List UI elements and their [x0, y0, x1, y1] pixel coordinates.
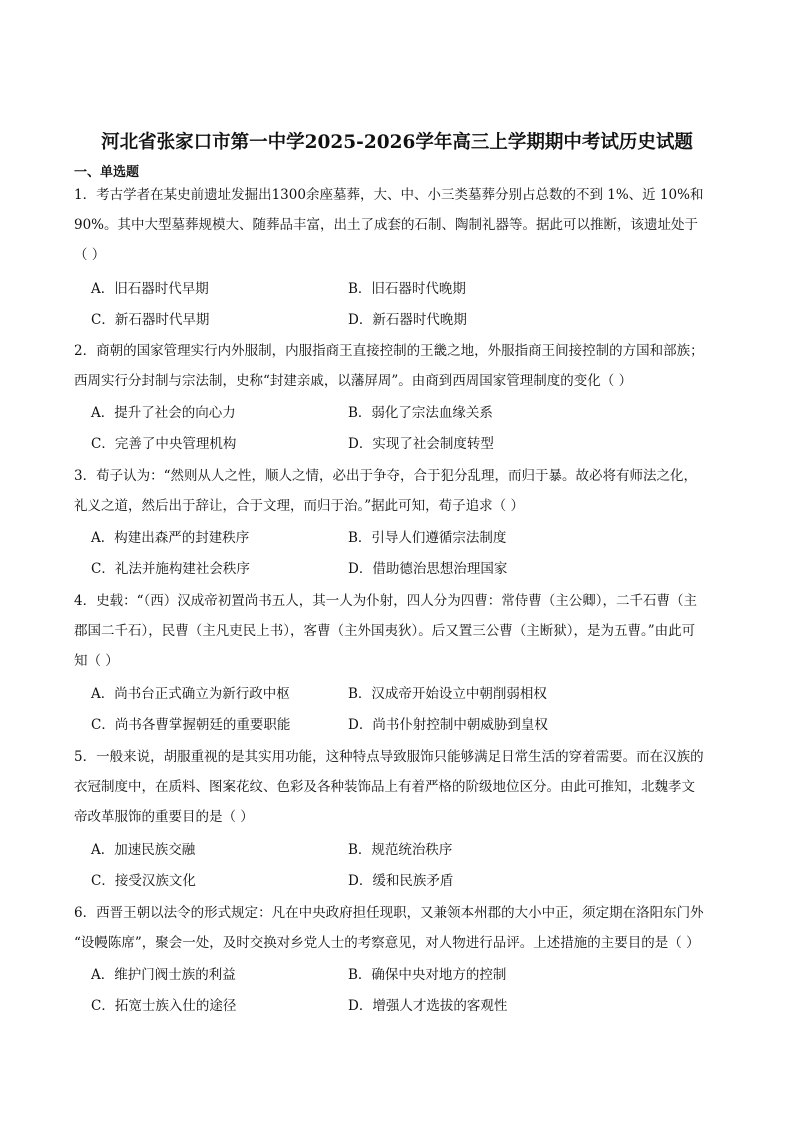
- question-2-line-1: 2．商朝的国家管理实行内外服制，内服指商王直接控制的王畿之地，外服指商王间接控制的方国和部族；: [74, 343, 704, 359]
- question-2-option-c: C．完善了中央管理机构: [91, 436, 237, 452]
- question-6-option-d: D．增强人才选拔的客观性: [348, 998, 508, 1014]
- question-4-option-d: D．尚书仆射控制中朝威胁到皇权: [348, 717, 548, 733]
- question-3-option-c: C．礼法并施构建社会秩序: [91, 561, 250, 577]
- question-1-option-c: C．新石器时代早期: [91, 312, 210, 328]
- question-1-option-d: D．新石器时代晚期: [348, 312, 467, 328]
- question-5-option-a: A．加速民族交融: [91, 842, 196, 858]
- question-2-option-d: D．实现了社会制度转型: [348, 436, 494, 452]
- question-6-option-a: A．维护门阀士族的利益: [91, 967, 236, 983]
- exam-title: 河北省张家口市第一中学2025-2026学年高三上学期期中考试历史试题: [101, 132, 693, 153]
- question-6-option-c: C．拓宽士族入仕的途径: [91, 998, 237, 1014]
- question-6-option-b: B．确保中央对地方的控制: [348, 967, 507, 983]
- question-6-line-1: 6．西晋王朝以法令的形式规定：凡在中央政府担任现职，又兼领本州郡的大小中正，须定期在洛阳东门外: [74, 905, 704, 921]
- question-4-option-b: B．汉成帝开始设立中朝削弱相权: [348, 686, 547, 702]
- question-1-line-1: 1．考古学者在某史前遗址发掘出1300余座墓葬，大、中、小三类墓葬分别占总数的不到 1%、近 10%和: [74, 187, 704, 203]
- question-2-option-a: A．提升了社会的向心力: [91, 405, 236, 421]
- question-2-line-2: 西周实行分封制与宗法制，史称“封建亲戚，以藩屏周”。由商到西周国家管理制度的变化（ ）: [74, 373, 633, 389]
- section-heading: 一、单选题: [74, 165, 140, 180]
- question-1-option-b: B．旧石器时代晚期: [348, 281, 466, 297]
- question-5-option-b: B．规范统治秩序: [348, 842, 453, 858]
- question-5-option-d: D．缓和民族矛盾: [348, 873, 454, 889]
- question-3-line-2: 礼义之道，然后出于辞让，合于文理，而归于治。”据此可知，荀子追求（ ）: [74, 498, 524, 514]
- question-4-line-2: 郡国二千石），民曹（主凡吏民上书），客曹（主外国夷狄）。后又置三公曹（主断狱），是为五曹。”由此可: [74, 623, 696, 639]
- question-4-line-1: 4．史载：“（西）汉成帝初置尚书五人，其一人为仆射，四人分为四曹：常侍曹（主公卿），二千石曹（主: [74, 593, 697, 609]
- question-4-option-a: A．尚书台正式确立为新行政中枢: [91, 686, 290, 702]
- question-5-line-1: 5．一般来说，胡服重视的是其实用功能，这种特点导致服饰只能够满足日常生活的穿着需要。而在汉族的: [74, 749, 704, 765]
- question-1-line-3: （ ）: [74, 247, 106, 263]
- question-3-option-b: B．引导人们遵循宗法制度: [348, 530, 507, 546]
- question-5-line-2: 衣冠制度中，在质料、图案花纹、色彩及各种装饰品上有着严格的阶级地位区分。由此可推知，北魏孝文: [74, 779, 695, 795]
- question-4-option-c: C．尚书各曹掌握朝廷的重要职能: [91, 717, 291, 733]
- question-3-option-a: A．构建出森严的封建秩序: [91, 530, 250, 546]
- question-6-line-2: “设幔陈席”，聚会一处，及时交换对乡党人士的考察意见，对人物进行品评。上述措施的主要目的是（ ）: [74, 935, 700, 951]
- question-3-line-1: 3．荀子认为：“然则从人之性，顺人之情，必出于争夺，合于犯分乱理，而归于暴。故必将有师法之化，: [74, 468, 697, 484]
- question-1-line-2: 90%。其中大型墓葬规模大、随葬品丰富，出土了成套的石制、陶制礼器等。据此可以推断，该遗址处于: [74, 217, 699, 233]
- question-5-option-c: C．接受汉族文化: [91, 873, 196, 889]
- question-2-option-b: B．弱化了宗法血缘关系: [348, 405, 493, 421]
- question-4-line-3: 知（ ）: [74, 653, 119, 669]
- question-3-option-d: D．借助德治思想治理国家: [348, 561, 508, 577]
- question-5-line-3: 帝改革服饰的重要目的是（ ）: [74, 809, 254, 825]
- question-1-option-a: A．旧石器时代早期: [91, 281, 209, 297]
